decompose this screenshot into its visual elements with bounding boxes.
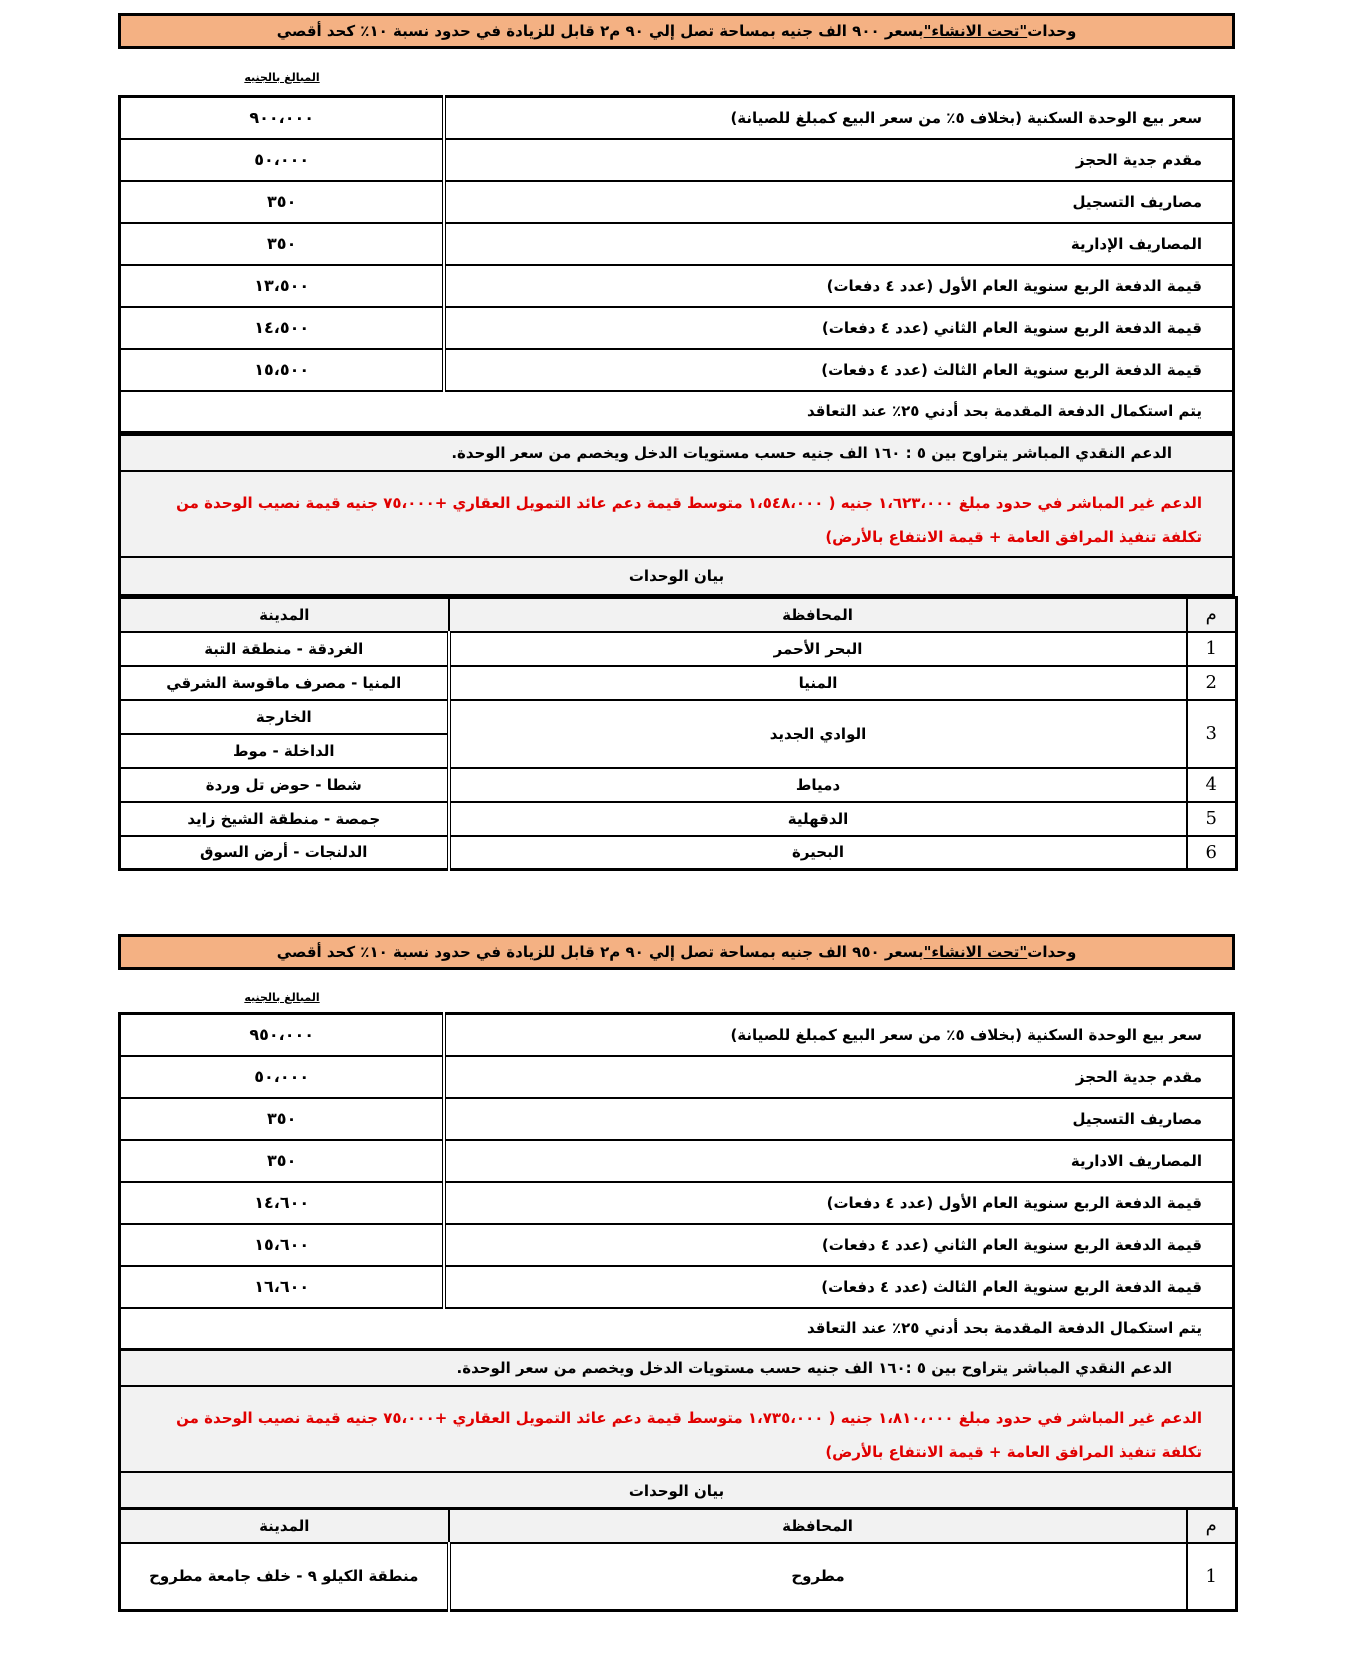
row-value: ٩٥٠،٠٠٠ [120,1014,445,1056]
banner-prefix: وحدات [1027,22,1077,40]
banner-suffix: بسعر ٩٠٠ الف جنيه بمساحة تصل إلي ٩٠ م٢ قابل للزيادة في حدود نسبة ١٠٪ كحد أقصي [276,22,924,40]
row-label: المصاريف الإدارية [444,223,1233,265]
row-governorate: الدقهلية [449,802,1187,836]
table-row [120,802,1237,836]
header-no: م [1187,598,1237,632]
units-heading: بيان الوحدات [628,1482,725,1500]
row-no: 1 [1187,632,1237,666]
row-value: ٣٥٠ [120,1140,445,1182]
amounts-note: المبالغ بالجنيه [244,71,320,84]
row-label: قيمة الدفعة الربع سنوية العام الأول (عدد ٤ دفعات) [444,1182,1233,1224]
row-label: مصاريف التسجيل [444,181,1233,223]
section1-banner [118,13,1235,49]
row-value: ٩٠٠،٠٠٠ [120,97,445,139]
row-label: قيمة الدفعة الربع سنوية العام الثاني (عدد ٤ دفعات) [444,307,1233,349]
table-header-row [120,598,1237,632]
section2-locations-table [118,1507,1238,1612]
row-label: سعر بيع الوحدة السكنية (بخلاف ٥٪ من سعر البيع كمبلغ للصيانة) [444,1014,1233,1056]
completion-note: يتم استكمال الدفعة المقدمة بحد أدني ٢٥٪ عند التعاقد [120,391,1234,433]
row-city: المنيا - مصرف ماقوسة الشرقي [120,666,449,700]
amounts-note: المبالغ بالجنيه [244,991,320,1004]
section2-banner [118,934,1235,970]
section2-price-table [118,1012,1235,1351]
row-city: منطقة الكيلو ٩ - خلف جامعة مطروح [120,1543,449,1611]
cash-support: الدعم النقدي المباشر يتراوح بين ٥ :١٦٠ الف جنيه حسب مستويات الدخل ويخصم من سعر الوحدة. [121,1351,1232,1387]
row-value: ١٦،٦٠٠ [120,1266,445,1308]
row-governorate: البحيرة [449,836,1187,870]
table-row [120,700,1237,734]
table-header-row [120,1509,1237,1543]
row-label: مصاريف التسجيل [444,1098,1233,1140]
row-governorate: الوادي الجديد [449,700,1187,768]
row-value: ١٤،٥٠٠ [120,307,445,349]
header-governorate: المحافظة [449,598,1187,632]
row-label: سعر بيع الوحدة السكنية (بخلاف ٥٪ من سعر البيع كمبلغ للصيانة) [444,97,1233,139]
row-label: مقدم جدية الحجز [444,139,1233,181]
header-city: المدينة [120,1509,449,1543]
row-label: قيمة الدفعة الربع سنوية العام الثاني (عدد ٤ دفعات) [444,1224,1233,1266]
header-no: م [1187,1509,1237,1543]
row-city: جمصة - منطقة الشيخ زايد [120,802,449,836]
units-heading: بيان الوحدات [628,567,725,585]
banner-prefix: وحدات [1027,943,1077,961]
row-value: ٥٠،٠٠٠ [120,1056,445,1098]
table-row [120,632,1237,666]
row-governorate: البحر الأحمر [449,632,1187,666]
table-row [120,1140,1234,1182]
banner-suffix: بسعر ٩٥٠ الف جنيه بمساحة تصل إلي ٩٠ م٢ قابل للزيادة في حدود نسبة ١٠٪ كحد أقصي [276,943,924,961]
row-value: ٣٥٠ [120,223,445,265]
row-value: ٣٥٠ [120,1098,445,1140]
row-no: 3 [1187,700,1237,768]
table-row [120,666,1237,700]
row-city: شطا - حوض تل وردة [120,768,449,802]
row-label: المصاريف الادارية [444,1140,1233,1182]
row-label: مقدم جدية الحجز [444,1056,1233,1098]
completion-note: يتم استكمال الدفعة المقدمة بحد أدني ٢٥٪ عند التعاقد [120,1308,1234,1350]
header-governorate: المحافظة [449,1509,1187,1543]
row-label: قيمة الدفعة الربع سنوية العام الثالث (عدد ٤ دفعات) [444,1266,1233,1308]
table-row [120,1182,1234,1224]
table-row [120,1543,1237,1611]
row-no: 4 [1187,768,1237,802]
row-value: ١٣،٥٠٠ [120,265,445,307]
indirect-support: الدعم غير المباشر في حدود مبلغ ١،٦٢٣،٠٠٠ جنيه ( ١،٥٤٨،٠٠٠ متوسط قيمة دعم عائد التمويل العقاري +٧٥،٠٠٠ جنيه قيمة نصيب الوحدة من تكلفة تنفيذ المرافق العامة + قيمة الانتفاع بالأرض) [121,472,1232,558]
section1-locations-table [118,596,1238,871]
table-row [120,1056,1234,1098]
row-no: 1 [1187,1543,1237,1611]
row-label: قيمة الدفعة الربع سنوية العام الثالث (عدد ٤ دفعات) [444,349,1233,391]
table-row [120,181,1234,223]
section1-price-table [118,95,1235,434]
table-row [120,391,1234,433]
section2-support-box [118,1348,1235,1512]
row-value: ١٤،٦٠٠ [120,1182,445,1224]
table-row [120,307,1234,349]
row-no: 6 [1187,836,1237,870]
table-row [120,836,1237,870]
banner-underlined: "تحت الانشاء" [923,22,1028,40]
row-value: ٣٥٠ [120,181,445,223]
row-label: قيمة الدفعة الربع سنوية العام الأول (عدد ٤ دفعات) [444,265,1233,307]
table-row [120,1014,1234,1056]
table-row [120,265,1234,307]
banner-underlined: "تحت الانشاء" [923,943,1028,961]
table-row [120,1308,1234,1350]
table-row [120,1224,1234,1266]
table-row [120,1098,1234,1140]
header-city: المدينة [120,598,449,632]
table-row [120,139,1234,181]
row-no: 5 [1187,802,1237,836]
row-governorate: المنيا [449,666,1187,700]
row-city: الخارجة [120,700,449,734]
indirect-support: الدعم غير المباشر في حدود مبلغ ١،٨١٠،٠٠٠ جنيه ( ١،٧٣٥،٠٠٠ متوسط قيمة دعم عائد التمويل العقاري +٧٥،٠٠٠ جنيه قيمة نصيب الوحدة من تكلفة تنفيذ المرافق العامة + قيمة الانتفاع بالأرض) [121,1387,1232,1473]
table-row [120,1266,1234,1308]
row-value: ١٥،٥٠٠ [120,349,445,391]
table-row [120,349,1234,391]
table-row [120,768,1237,802]
row-no: 2 [1187,666,1237,700]
row-city: الداخلة - موط [120,734,449,768]
section1-support-box [118,433,1235,597]
table-row [120,223,1234,265]
row-governorate: مطروح [449,1543,1187,1611]
row-value: ٥٠،٠٠٠ [120,139,445,181]
table-row [120,97,1234,139]
cash-support: الدعم النقدي المباشر يتراوح بين ٥ : ١٦٠ الف جنيه حسب مستويات الدخل ويخصم من سعر الوحدة. [121,436,1232,472]
row-city: الدلنجات - أرض السوق [120,836,449,870]
row-value: ١٥،٦٠٠ [120,1224,445,1266]
row-city: الغردقة - منطقة التبة [120,632,449,666]
row-governorate: دمياط [449,768,1187,802]
